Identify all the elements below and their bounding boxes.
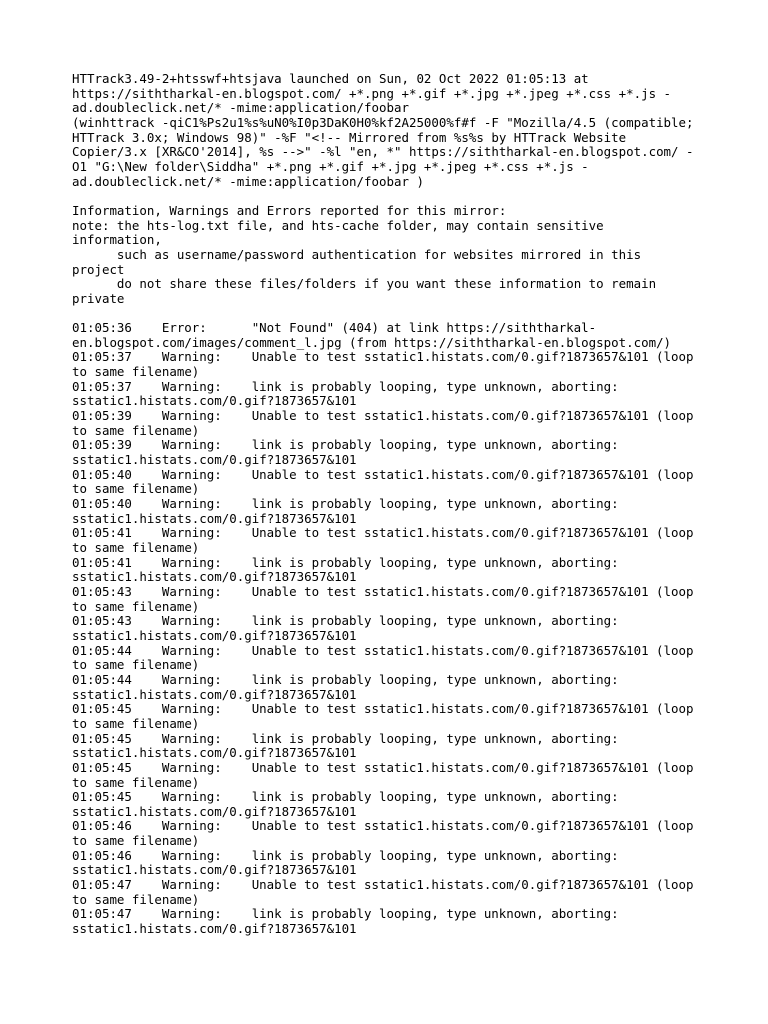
notice-title: Information, Warnings and Errors reported for this mirror: xyxy=(72,202,507,218)
log-level: Warning: xyxy=(161,613,222,629)
header-line: O1 "G:\New folder\Siddha" +*.png +*.gif +*.jpg +*.jpeg +*.css +*.js - xyxy=(72,158,589,174)
log-continuation: sstatic1.histats.com/0.gif?1873657&101 xyxy=(72,393,357,409)
log-entry xyxy=(72,321,768,350)
log-time: 01:05:44 xyxy=(72,642,132,658)
log-continuation: to same filename) xyxy=(72,891,200,907)
log-continuation: sstatic1.histats.com/0.gif?1873657&101 xyxy=(72,745,357,761)
log-entry-line xyxy=(72,380,768,395)
log-entry xyxy=(72,526,768,555)
log-entry-line xyxy=(72,321,768,336)
log-message: Unable to test sstatic1.histats.com/0.gif?1873657&101 (loop xyxy=(251,877,694,893)
log-entry-line xyxy=(72,644,768,659)
log-entry-line xyxy=(72,819,768,834)
header-line: HTTrack3.49-2+htsswf+htsjava launched on Sun, 02 Oct 2022 01:05:13 at xyxy=(72,71,589,86)
log-continuation: sstatic1.histats.com/0.gif?1873657&101 xyxy=(72,452,357,468)
log-entry-line xyxy=(72,468,768,483)
log-time: 01:05:44 xyxy=(72,671,132,687)
log-message: link is probably looping, type unknown, aborting: xyxy=(251,613,619,629)
log-level: Warning: xyxy=(161,847,222,863)
log-continuation: sstatic1.histats.com/0.gif?1873657&101 xyxy=(72,921,357,937)
log-message: link is probably looping, type unknown, aborting: xyxy=(251,906,619,922)
log-message: link is probably looping, type unknown, aborting: xyxy=(251,789,619,805)
log-time: 01:05:41 xyxy=(72,554,132,570)
blank-line xyxy=(72,189,768,204)
log-entry xyxy=(72,819,768,848)
log-time: 01:05:46 xyxy=(72,818,132,834)
log-entry-line xyxy=(72,350,768,365)
log-level: Warning: xyxy=(161,701,222,717)
log-message: link is probably looping, type unknown, aborting: xyxy=(251,496,619,512)
log-entry xyxy=(72,673,768,702)
log-time: 01:05:37 xyxy=(72,349,132,365)
log-level: Warning: xyxy=(161,554,222,570)
log-level: Warning: xyxy=(161,759,222,775)
header-line: ad.doubleclick.net/* -mime:application/foobar xyxy=(72,100,409,116)
log-entry-line xyxy=(72,556,768,571)
log-message: link is probably looping, type unknown, aborting: xyxy=(251,730,619,746)
log-message: link is probably looping, type unknown, aborting: xyxy=(251,847,619,863)
log-message: link is probably looping, type unknown, aborting: xyxy=(251,554,619,570)
notice-line: do not share these files/folders if you want these information to remain xyxy=(116,276,657,292)
log-time: 01:05:37 xyxy=(72,378,132,394)
log-message: Unable to test sstatic1.histats.com/0.gif?1873657&101 (loop xyxy=(251,759,694,775)
log-entry xyxy=(72,409,768,438)
log-entry-line xyxy=(72,673,768,688)
log-time: 01:05:39 xyxy=(72,437,132,453)
log-level: Warning: xyxy=(161,642,222,658)
log-continuation: sstatic1.histats.com/0.gif?1873657&101 xyxy=(72,686,357,702)
log-message: link is probably looping, type unknown, aborting: xyxy=(251,378,619,394)
log-continuation: to same filename) xyxy=(72,422,200,438)
log-time: 01:05:45 xyxy=(72,789,132,805)
log-time: 01:05:43 xyxy=(72,613,132,629)
log-time: 01:05:47 xyxy=(72,877,132,893)
log-level: Warning: xyxy=(161,496,222,512)
log-entry xyxy=(72,468,768,497)
notice-line: project xyxy=(72,261,125,277)
log-entry-line xyxy=(72,614,768,629)
log-entry xyxy=(72,702,768,731)
log-message: Unable to test sstatic1.histats.com/0.gif?1873657&101 (loop xyxy=(251,818,694,834)
log-level: Warning: xyxy=(161,730,222,746)
log-entry xyxy=(72,644,768,673)
log-continuation: sstatic1.histats.com/0.gif?1873657&101 xyxy=(72,510,357,526)
log-level: Warning: xyxy=(161,525,222,541)
log-continuation: to same filename) xyxy=(72,833,200,849)
log-level: Warning: xyxy=(161,671,222,687)
log-time: 01:05:45 xyxy=(72,701,132,717)
header-line: (winhttrack -qiC1%Ps2u1%s%uN0%I0p3DaK0H0%kf2A25000%f#f -F "Mozilla/4.5 (compatible; xyxy=(72,114,694,130)
log-entry-line xyxy=(72,497,768,512)
notice-line: information, xyxy=(72,232,162,248)
log-entry-line xyxy=(72,702,768,717)
log-entry xyxy=(72,732,768,761)
log-message: Unable to test sstatic1.histats.com/0.gif?1873657&101 (loop xyxy=(251,408,694,424)
log-level: Warning: xyxy=(161,378,222,394)
log-entry-line xyxy=(72,761,768,776)
header-line: HTTrack 3.0x; Windows 98)" -%F "<!-- Mirrored from %s%s by HTTrack Website xyxy=(72,129,627,145)
log-entry xyxy=(72,380,768,409)
log-entry xyxy=(72,585,768,614)
log-level: Warning: xyxy=(161,877,222,893)
log-entry xyxy=(72,761,768,790)
log-message: "Not Found" (404) at link https://siththarkal- xyxy=(251,320,597,336)
log-entry-line xyxy=(72,409,768,424)
log-message: Unable to test sstatic1.histats.com/0.gif?1873657&101 (loop xyxy=(251,642,694,658)
log-message: link is probably looping, type unknown, aborting: xyxy=(251,671,619,687)
log-message: Unable to test sstatic1.histats.com/0.gif?1873657&101 (loop xyxy=(251,466,694,482)
log-entry-line xyxy=(72,878,768,893)
log-continuation: sstatic1.histats.com/0.gif?1873657&101 xyxy=(72,569,357,585)
log-entry xyxy=(72,614,768,643)
log-entry xyxy=(72,849,768,878)
log-continuation: to same filename) xyxy=(72,657,200,673)
log-time: 01:05:40 xyxy=(72,466,132,482)
log-continuation: to same filename) xyxy=(72,540,200,555)
log-level: Warning: xyxy=(161,583,222,599)
log-level: Error: xyxy=(161,320,207,336)
log-block xyxy=(72,321,768,937)
log-time: 01:05:40 xyxy=(72,496,132,512)
log-time: 01:05:39 xyxy=(72,408,132,424)
log-continuation: to same filename) xyxy=(72,481,200,497)
log-continuation: sstatic1.histats.com/0.gif?1873657&101 xyxy=(72,627,357,643)
log-entry xyxy=(72,790,768,819)
blank-line xyxy=(72,307,768,322)
log-level: Warning: xyxy=(161,906,222,922)
log-entry xyxy=(72,556,768,585)
log-continuation: sstatic1.histats.com/0.gif?1873657&101 xyxy=(72,803,357,819)
log-entry xyxy=(72,878,768,907)
log-entry-line xyxy=(72,849,768,864)
log-time: 01:05:45 xyxy=(72,759,132,775)
log-level: Warning: xyxy=(161,789,222,805)
header-line: ad.doubleclick.net/* -mime:application/foobar ) xyxy=(72,173,424,189)
log-entry-line xyxy=(72,526,768,541)
log-time: 01:05:43 xyxy=(72,583,132,599)
log-entry-line xyxy=(72,732,768,747)
log-message: Unable to test sstatic1.histats.com/0.gif?1873657&101 (loop xyxy=(251,583,694,599)
log-time: 01:05:46 xyxy=(72,847,132,863)
notice-block xyxy=(72,204,768,307)
log-entry-line xyxy=(72,907,768,922)
log-entry-line xyxy=(72,585,768,600)
log-continuation: to same filename) xyxy=(72,598,200,614)
log-level: Warning: xyxy=(161,349,222,365)
log-time: 01:05:47 xyxy=(72,906,132,922)
log-level: Warning: xyxy=(161,408,222,424)
log-time: 01:05:36 xyxy=(72,320,132,336)
log-entry-line xyxy=(72,438,768,453)
header-line: https://siththarkal-en.blogspot.com/ +*.png +*.gif +*.jpg +*.jpeg +*.css +*.js - xyxy=(72,85,672,101)
notice-line: private xyxy=(72,290,125,306)
header-block xyxy=(72,72,768,189)
log-message: Unable to test sstatic1.histats.com/0.gif?1873657&101 (loop xyxy=(251,701,694,717)
log-continuation: sstatic1.histats.com/0.gif?1873657&101 xyxy=(72,862,357,878)
log-entry xyxy=(72,350,768,379)
log-continuation: to same filename) xyxy=(72,364,200,380)
log-level: Warning: xyxy=(161,437,222,453)
log-entry xyxy=(72,497,768,526)
log-level: Warning: xyxy=(161,818,222,834)
notice-line: such as username/password authentication for websites mirrored in this xyxy=(116,246,642,262)
header-line: Copier/3.x [XR&CO'2014], %s -->" -%l "en, *" https://siththarkal-en.blogspot.com/ - xyxy=(72,144,694,160)
log-time: 01:05:41 xyxy=(72,525,132,541)
log-message: Unable to test sstatic1.histats.com/0.gif?1873657&101 (loop xyxy=(251,349,694,365)
log-continuation: to same filename) xyxy=(72,715,200,731)
log-time: 01:05:45 xyxy=(72,730,132,746)
log-entry xyxy=(72,438,768,467)
log-entry-line xyxy=(72,790,768,805)
log-message: link is probably looping, type unknown, aborting: xyxy=(251,437,619,453)
log-continuation: en.blogspot.com/images/comment_l.jpg (from https://siththarkal-en.blogspot.com/) xyxy=(72,334,672,350)
log-entry xyxy=(72,907,768,936)
log-level: Warning: xyxy=(161,466,222,482)
log-continuation: to same filename) xyxy=(72,774,200,790)
log-message: Unable to test sstatic1.histats.com/0.gif?1873657&101 (loop xyxy=(251,525,694,541)
notice-line: note: the hts-log.txt file, and hts-cache folder, may contain sensitive xyxy=(72,217,604,233)
